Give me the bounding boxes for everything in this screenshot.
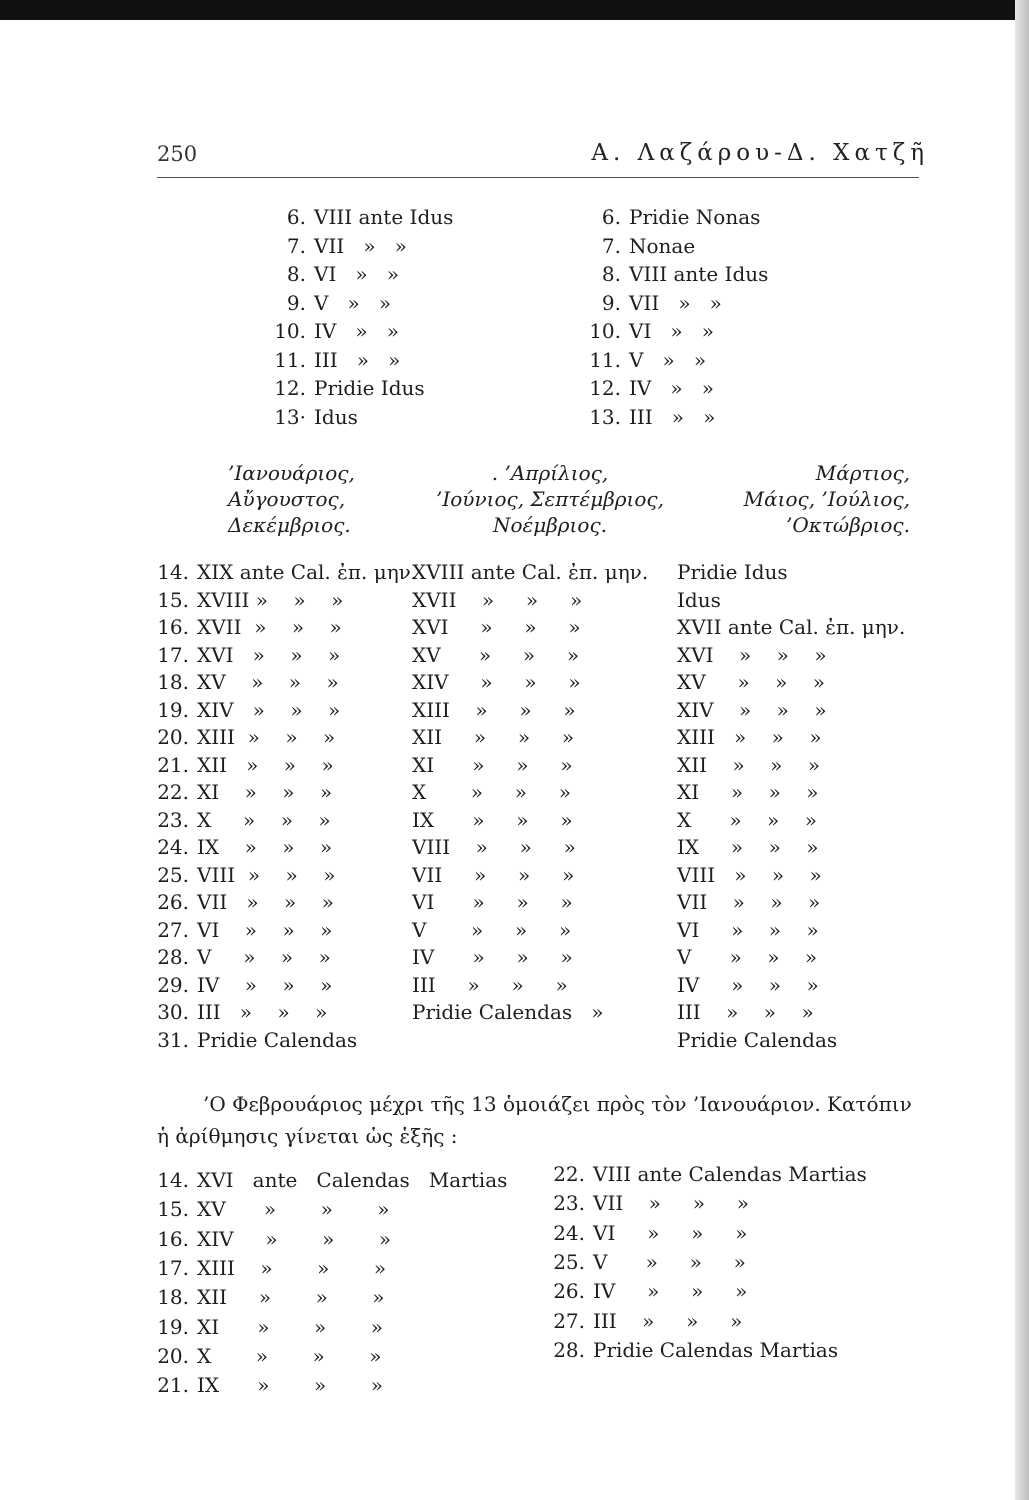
row-text: XIII » » » <box>197 725 336 749</box>
row-text: VII » » » <box>197 890 334 914</box>
row-text: XVIII » » » <box>197 587 344 612</box>
table-cell: XIII » » » <box>677 725 822 749</box>
table-cell: XIII » » » <box>412 697 576 722</box>
month-group-1 <box>228 460 355 538</box>
row-number: 10. <box>589 319 621 343</box>
row-number: 16. <box>157 1226 189 1251</box>
row-text: III » » » <box>197 1000 328 1024</box>
table-row <box>270 205 453 229</box>
row-number: 6. <box>601 205 621 229</box>
table-cell: VII » » » <box>412 862 575 887</box>
row-text: V » » » <box>197 945 331 969</box>
table-row <box>553 1338 838 1362</box>
row-text: Idus <box>314 404 358 429</box>
row-text: VII » » <box>314 233 407 258</box>
table-row <box>553 1250 746 1274</box>
table-row <box>553 1309 742 1333</box>
row-number: 21. <box>157 752 189 777</box>
row-number: 23. <box>553 1191 585 1216</box>
table-cell: IX » » » <box>412 807 573 832</box>
row-number: 17. <box>157 642 189 667</box>
row-text: XVI ante Calendas Martias <box>197 1168 508 1192</box>
row-text: IX » » » <box>197 835 333 859</box>
table-row <box>157 1168 507 1192</box>
table-row <box>157 890 334 914</box>
table-row <box>157 1000 327 1024</box>
table-cell: XI » » » <box>677 780 819 804</box>
table-cell: XIV » » » <box>412 670 581 694</box>
table-cell: V » » » <box>412 917 572 942</box>
row-number: 15. <box>157 587 189 612</box>
table-cell: XVIII ante Cal. ἐπ. μην. <box>412 560 649 584</box>
table-row <box>553 1162 867 1186</box>
row-text: XI » » » <box>197 780 333 804</box>
row-number: 19. <box>157 697 189 722</box>
row-text: XV » » » <box>197 1197 390 1222</box>
row-number: 18. <box>157 1285 189 1310</box>
row-text: XIX ante Cal. ἐπ. μην. <box>197 560 418 584</box>
row-number: 25. <box>157 862 189 887</box>
row-number: 14. <box>157 560 189 584</box>
row-text: IV » » <box>629 376 714 400</box>
row-text: VI » » » <box>593 1220 748 1245</box>
row-number: 26. <box>553 1279 585 1304</box>
table-row <box>157 863 335 887</box>
table-row <box>157 753 334 777</box>
row-text: Pridie Idus <box>314 376 425 400</box>
month-line: ’Οκτώβριος. <box>785 513 910 537</box>
row-number: 20. <box>157 1343 189 1368</box>
table-row <box>157 808 331 832</box>
month-line: Μάιος, ’Ιούλιος, <box>743 487 910 511</box>
table-row <box>553 1191 749 1215</box>
month-line: . ’Απρίλιος, <box>491 461 609 485</box>
row-text: XVII » » » <box>197 615 342 639</box>
table-cell: XVI » » » <box>412 615 581 639</box>
row-number: 27. <box>157 917 189 942</box>
row-number: 24. <box>157 835 189 859</box>
note-line-1: ’Ο Φεβρουάριος μέχρι τῆς 13 ὁμοιάζει πρὸς τὸν ’Ιανουάριον. Κατόπιν <box>203 1092 912 1116</box>
row-text: V » » <box>314 290 392 315</box>
row-text: Pridie Calendas Martias <box>593 1337 839 1362</box>
row-number: 24. <box>553 1220 585 1245</box>
table-row <box>270 376 425 400</box>
table-row <box>157 1315 383 1339</box>
table-row <box>157 945 331 969</box>
table-row <box>157 835 332 859</box>
header-rule <box>157 177 919 178</box>
month-group-3 <box>690 460 910 538</box>
month-line: Μάρτιος, <box>815 461 910 485</box>
row-text: VIII ante Idus <box>314 205 454 229</box>
table-cell: Pridie Calendas <box>677 1027 838 1052</box>
row-number: 13. <box>589 404 621 429</box>
row-text: VIII ante Idus <box>629 262 769 286</box>
row-number: 7. <box>601 233 621 258</box>
month-line: ’Ιανουάριος, <box>228 461 355 485</box>
table-cell: XIV » » » <box>677 697 827 722</box>
table-cell: V » » » <box>677 945 818 969</box>
row-number: 11. <box>274 347 306 372</box>
table-cell: Pridie Calendas » <box>412 1000 604 1024</box>
scan-right-edge <box>1015 0 1029 1500</box>
row-number: 25. <box>553 1249 585 1274</box>
table-row <box>270 348 400 372</box>
table-cell: IV » » » <box>677 972 819 997</box>
table-row <box>157 1344 381 1368</box>
row-number: 27. <box>553 1308 585 1333</box>
row-text: XIV » » » <box>197 697 341 722</box>
row-number: 16. <box>157 615 189 639</box>
row-number: 18. <box>157 670 189 694</box>
row-number: 29. <box>157 972 189 997</box>
table-cell: IV » » » <box>412 945 573 969</box>
table-cell: VI » » » <box>677 917 819 942</box>
row-text: X » » » <box>197 1343 382 1368</box>
row-number: 9. <box>286 290 306 315</box>
table-cell: IX » » » <box>677 835 819 859</box>
row-text: III » » <box>314 347 401 372</box>
table-row <box>553 1221 747 1245</box>
row-text: Pridie Nonas <box>629 205 761 229</box>
table-cell: III » » » <box>412 972 568 997</box>
row-text: VI » » <box>314 262 399 286</box>
row-text: V » » » <box>593 1249 746 1274</box>
table-cell: X » » » <box>412 780 572 804</box>
table-row <box>157 1227 391 1251</box>
row-text: V » » <box>629 347 707 372</box>
row-number: 8. <box>601 262 621 286</box>
row-number: 10. <box>274 319 306 343</box>
row-text: VI » » <box>629 319 714 343</box>
table-row <box>157 1256 386 1280</box>
table-cell: VIII » » » <box>412 835 576 859</box>
table-row <box>585 234 695 258</box>
month-group-2 <box>420 460 680 538</box>
table-cell: XII » » » <box>677 752 821 777</box>
table-row <box>157 973 332 997</box>
row-text: VII » » <box>629 290 722 315</box>
row-text: VI » » » <box>197 917 333 942</box>
month-line: ’Ιούνιος, Σεπτέμβριος, <box>436 487 664 511</box>
row-number: 20. <box>157 725 189 749</box>
row-text: IX » » » <box>197 1373 383 1398</box>
row-number: 19. <box>157 1314 189 1339</box>
row-text: III » » » <box>593 1308 743 1333</box>
row-number: 21. <box>157 1373 189 1398</box>
table-cell: XVI » » » <box>677 642 827 667</box>
table-row <box>157 780 332 804</box>
row-number: 8. <box>286 262 306 286</box>
table-row <box>157 560 417 584</box>
row-number: 6. <box>286 205 306 229</box>
table-row <box>553 1279 747 1303</box>
row-text: IV » » <box>314 319 399 343</box>
row-number: 26. <box>157 890 189 914</box>
table-cell: Pridie Idus <box>677 560 788 584</box>
row-text: X » » » <box>197 807 331 832</box>
table-cell: III » » » <box>677 1000 814 1024</box>
month-line: Νοέμβριος. <box>492 513 608 537</box>
scan-top-edge <box>0 0 1029 20</box>
table-cell: Idus <box>677 587 721 612</box>
table-row <box>585 205 760 229</box>
table-row <box>157 670 339 694</box>
row-number: 14. <box>157 1168 189 1192</box>
table-row <box>157 1373 383 1397</box>
table-cell: XV » » » <box>677 670 826 694</box>
row-number: 12. <box>589 376 621 400</box>
row-text: XI » » » <box>197 1314 383 1339</box>
table-row <box>585 319 714 343</box>
table-row <box>270 291 391 315</box>
table-row <box>157 1028 357 1052</box>
table-row <box>270 405 358 429</box>
row-number: 23. <box>157 807 189 832</box>
row-number: 22. <box>157 780 189 804</box>
table-row <box>157 1285 385 1309</box>
row-number: 15. <box>157 1197 189 1222</box>
table-cell: XVII ante Cal. ἐπ. μην. <box>677 615 906 639</box>
row-text: VIII » » » <box>197 862 336 887</box>
row-number: 7. <box>286 233 306 258</box>
row-number: 30. <box>157 1000 189 1024</box>
table-cell: XII » » » <box>412 725 575 749</box>
table-row <box>585 376 714 400</box>
row-text: XII » » » <box>197 1285 385 1310</box>
note-line-2: ἡ ἀρίθμησις γίνεται ὡς ἑξῆς : <box>157 1124 458 1148</box>
february-note <box>157 1088 927 1152</box>
row-number: 13· <box>274 404 306 429</box>
row-text: XII » » » <box>197 752 334 777</box>
table-row <box>585 291 722 315</box>
table-row <box>585 262 768 286</box>
row-text: VIII ante Calendas Martias <box>593 1162 867 1186</box>
table-row <box>157 725 335 749</box>
table-row <box>157 698 340 722</box>
running-head: Α. Λαζάρου-Δ. Χατζῆ <box>591 140 929 166</box>
table-cell: XI » » » <box>412 752 573 777</box>
table-row <box>585 348 706 372</box>
row-text: XIV » » » <box>197 1226 392 1251</box>
row-number: 22. <box>553 1162 585 1186</box>
table-cell: VII » » » <box>677 890 821 914</box>
month-line: Αὔγουστος, <box>228 487 346 511</box>
row-text: VII » » » <box>593 1191 749 1216</box>
row-number: 11. <box>589 347 621 372</box>
row-number: 12. <box>274 376 306 400</box>
row-text: XIII » » » <box>197 1255 387 1280</box>
month-line: Δεκέμβριος. <box>228 513 351 537</box>
row-number: 9. <box>601 290 621 315</box>
row-number: 28. <box>553 1337 585 1362</box>
row-number: 31. <box>157 1027 189 1052</box>
table-row <box>157 588 343 612</box>
table-row <box>157 1197 390 1221</box>
row-text: IV » » » <box>593 1279 748 1304</box>
table-row <box>270 262 399 286</box>
page-number: 250 <box>157 142 198 166</box>
row-text: Nonae <box>629 233 696 258</box>
row-text: XVI » » » <box>197 642 341 667</box>
table-row <box>157 615 342 639</box>
row-text: Pridie Calendas <box>197 1027 358 1052</box>
table-cell: VI » » » <box>412 890 573 914</box>
row-text: IV » » » <box>197 972 333 997</box>
row-text: XV » » » <box>197 670 339 694</box>
table-cell: VIII » » » <box>677 862 822 887</box>
row-number: 17. <box>157 1255 189 1280</box>
table-cell: XVII » » » <box>412 587 583 612</box>
table-row <box>270 234 407 258</box>
row-text: III » » <box>629 404 716 429</box>
table-cell: XV » » » <box>412 642 580 667</box>
table-row <box>157 643 340 667</box>
table-cell: X » » » <box>677 807 817 832</box>
table-row <box>270 319 399 343</box>
table-row <box>157 918 332 942</box>
table-row <box>585 405 715 429</box>
row-number: 28. <box>157 945 189 969</box>
